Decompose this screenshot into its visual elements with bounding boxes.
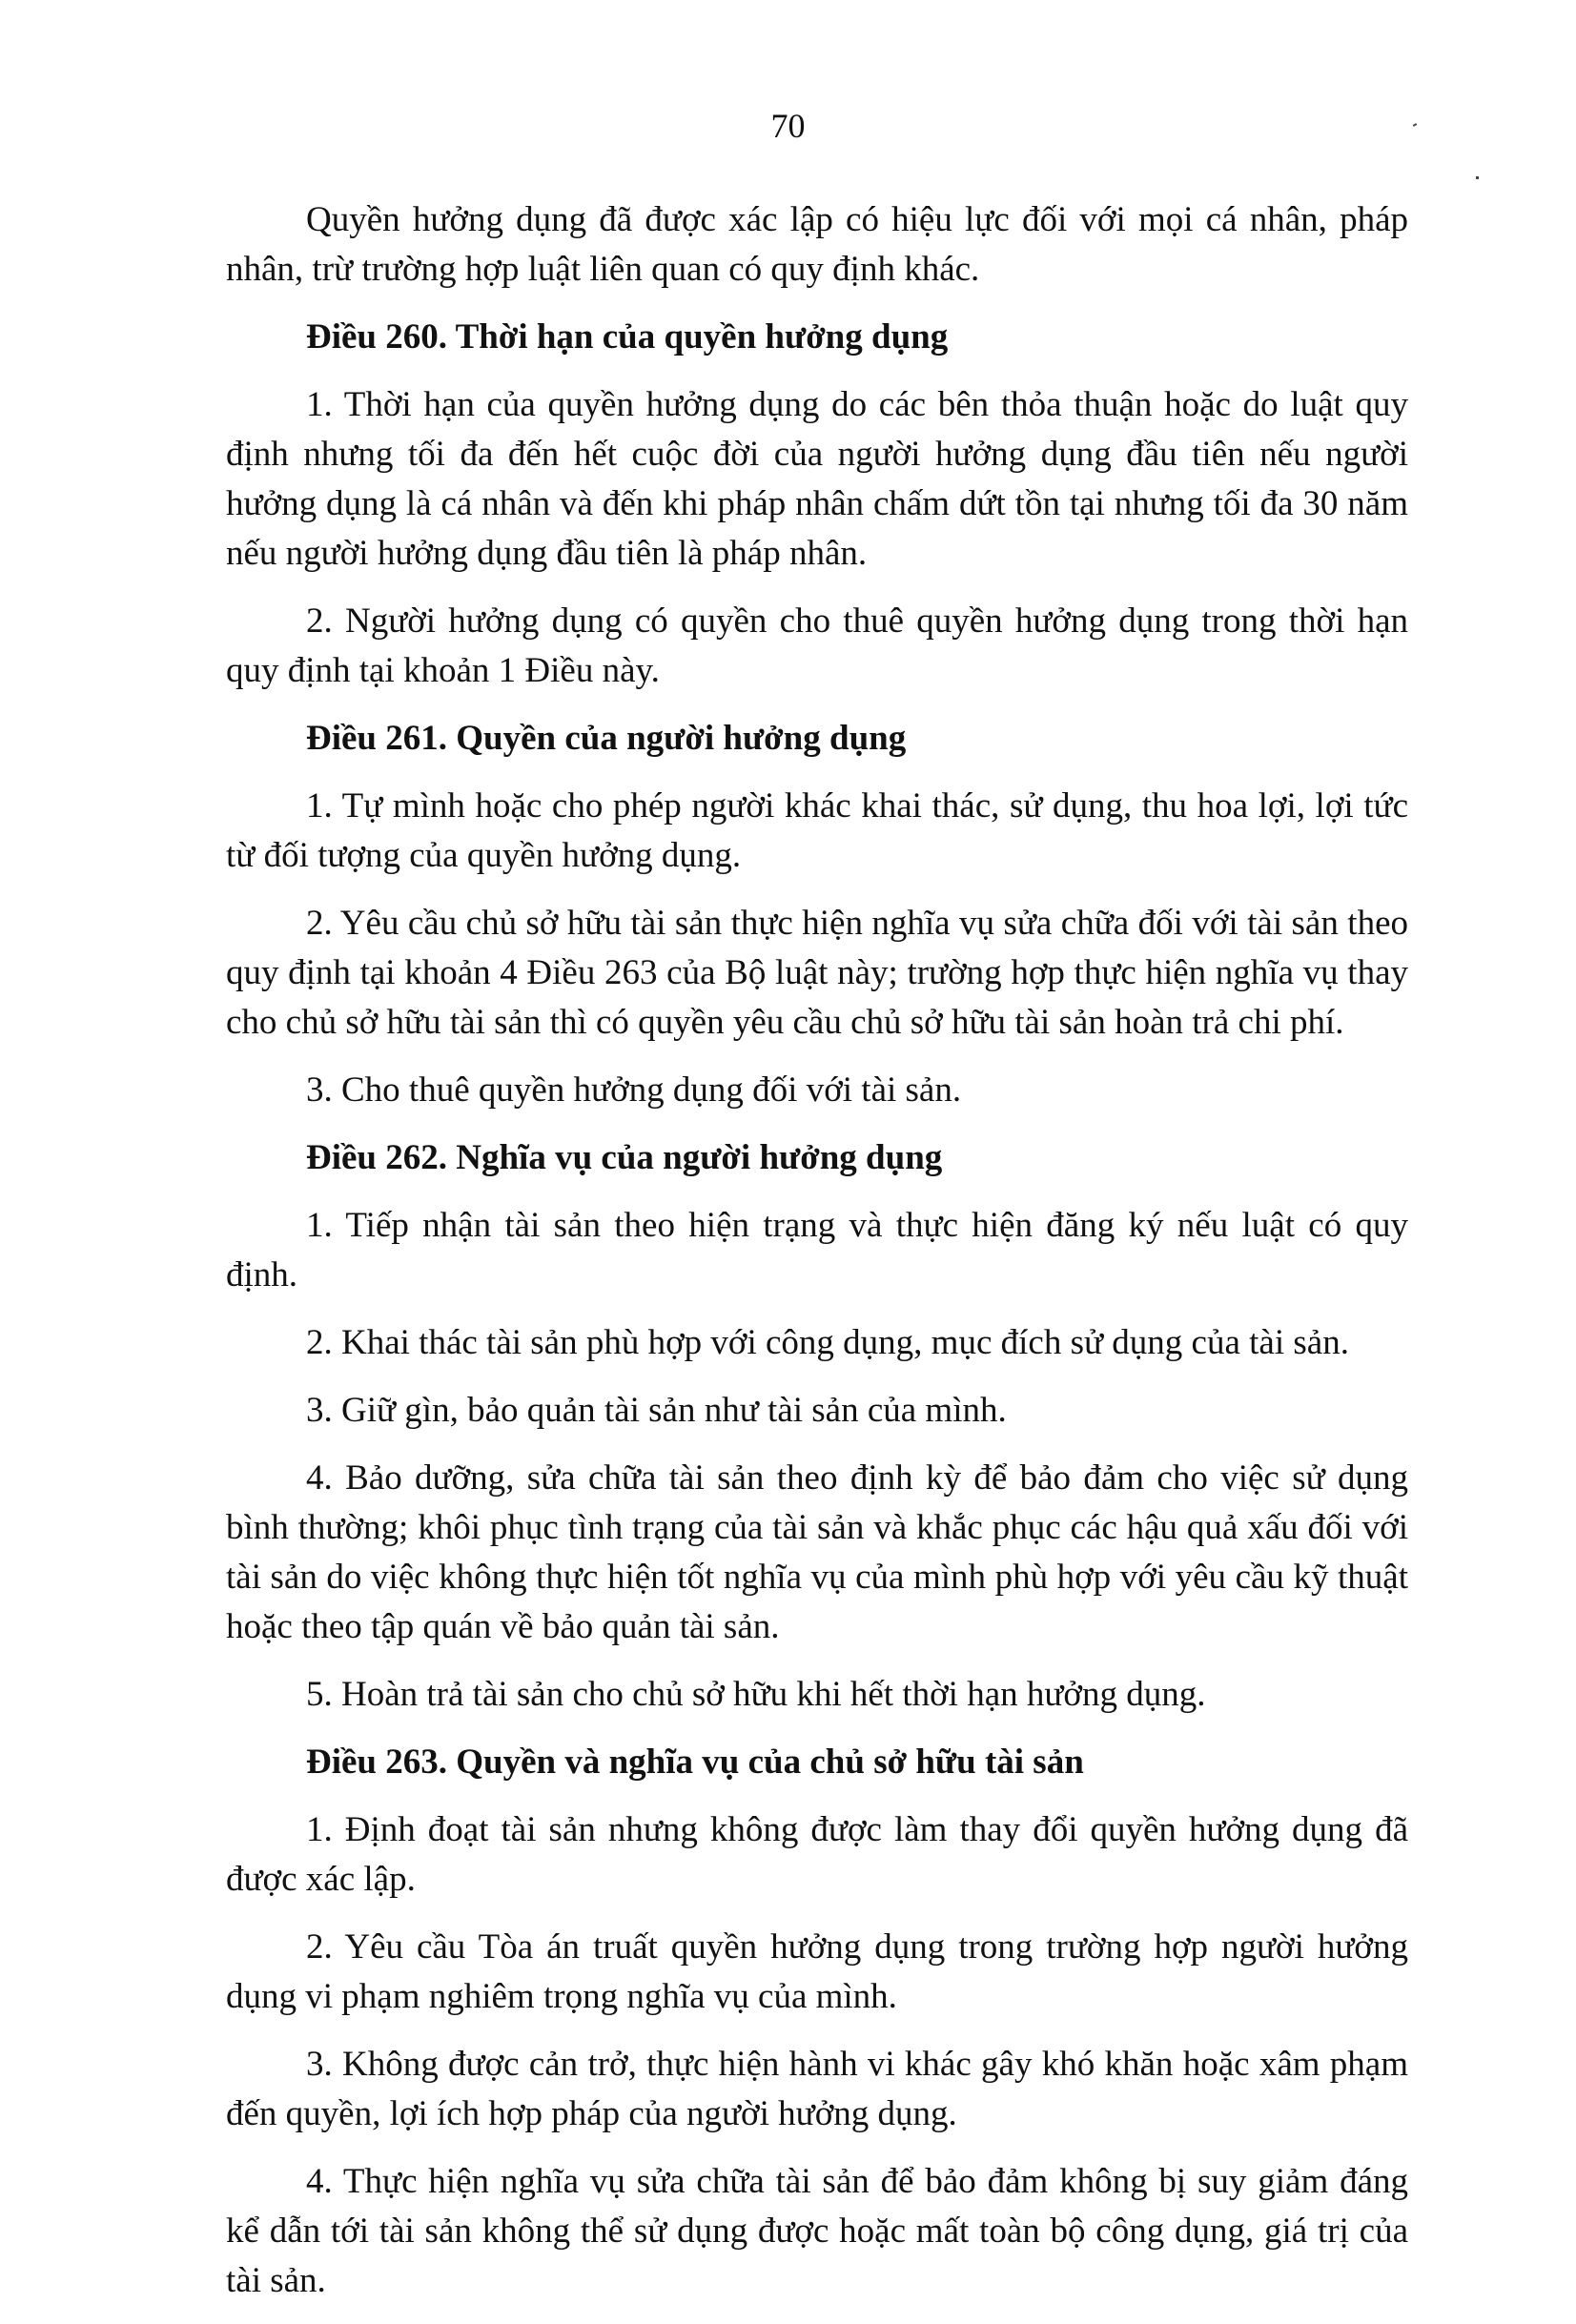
paragraph: Quyền hưởng dụng đã được xác lập có hiệu lực đối với mọi cá nhân, pháp nhân, trừ trường hợp luật liên quan có quy định khác. xyxy=(226,200,1408,289)
paragraph: 2. Khai thác tài sản phù hợp với công dụng, mục đích sử dụng của tài sản. xyxy=(306,1323,1349,1362)
scan-speck xyxy=(1476,176,1479,179)
article-heading-263: Điều 263. Quyền và nghĩa vụ của chủ sở hữu tài sản xyxy=(306,1743,1084,1782)
paragraph: 1. Thời hạn của quyền hưởng dụng do các bên thỏa thuận hoặc do luật quy định nhưng tối đa đến hết cuộc đời của người hưởng dụng đầu tiên nếu người hưởng dụng là cá nhân và đến khi pháp nhân chấm dứt tồn tại nhưng tối đa 30 năm nếu người hưởng dụng đầu tiên là pháp nhân. xyxy=(226,385,1408,573)
paragraph: 1. Định đoạt tài sản nhưng không được làm thay đổi quyền hưởng dụng đã được xác lập. xyxy=(226,1810,1408,1899)
paragraph: 3. Giữ gìn, bảo quản tài sản như tài sản của mình. xyxy=(306,1391,1007,1430)
paragraph: 1. Tự mình hoặc cho phép người khác khai thác, sử dụng, thu hoa lợi, lợi tức từ đối tượng của quyền hưởng dụng. xyxy=(226,786,1408,875)
paragraph: 4. Bảo dưỡng, sửa chữa tài sản theo định kỳ để bảo đảm cho việc sử dụng bình thường; khôi phục tình trạng của tài sản và khắc phục các hậu quả xấu đối với tài sản do việc không thực hiện tốt nghĩa vụ của mình phù hợp với yêu cầu kỹ thuật hoặc theo tập quán về bảo quản tài sản. xyxy=(226,1458,1408,1646)
paragraph: 3. Không được cản trở, thực hiện hành vi khác gây khó khăn hoặc xâm phạm đến quyền, lợi ích hợp pháp của người hưởng dụng. xyxy=(226,2045,1408,2133)
paragraph: 2. Yêu cầu Tòa án truất quyền hưởng dụng trong trường hợp người hưởng dụng vi phạm nghiêm trọng nghĩa vụ của mình. xyxy=(226,1927,1408,2016)
paragraph: 2. Yêu cầu chủ sở hữu tài sản thực hiện nghĩa vụ sửa chữa đối với tài sản theo quy định tại khoản 4 Điều 263 của Bộ luật này; trường hợp thực hiện nghĩa vụ thay cho chủ sở hữu tài sản thì có quyền yêu cầu chủ sở hữu tài sản hoàn trả chi phí. xyxy=(226,904,1408,1042)
paragraph: 5. Hoàn trả tài sản cho chủ sở hữu khi hết thời hạn hưởng dụng. xyxy=(306,1675,1206,1714)
article-heading-262: Điều 262. Nghĩa vụ của người hưởng dụng xyxy=(306,1138,943,1177)
paragraph: 3. Cho thuê quyền hưởng dụng đối với tài sản. xyxy=(306,1070,962,1110)
article-heading-260: Điều 260. Thời hạn của quyền hưởng dụng xyxy=(306,317,949,357)
paragraph: 2. Người hưởng dụng có quyền cho thuê quyền hưởng dụng trong thời hạn quy định tại khoản 1 Điều này. xyxy=(226,601,1408,690)
page-number: 70 xyxy=(770,107,806,145)
article-heading-261: Điều 261. Quyền của người hưởng dụng xyxy=(306,719,907,758)
paragraph: 4. Thực hiện nghĩa vụ sửa chữa tài sản để bảo đảm không bị suy giảm đáng kể dẫn tới tài sản không thể sử dụng được hoặc mất toàn bộ công dụng, giá trị của tài sản. xyxy=(226,2162,1408,2300)
paragraph: 1. Tiếp nhận tài sản theo hiện trạng và thực hiện đăng ký nếu luật có quy định. xyxy=(226,1206,1408,1295)
document-body xyxy=(226,195,1408,2324)
